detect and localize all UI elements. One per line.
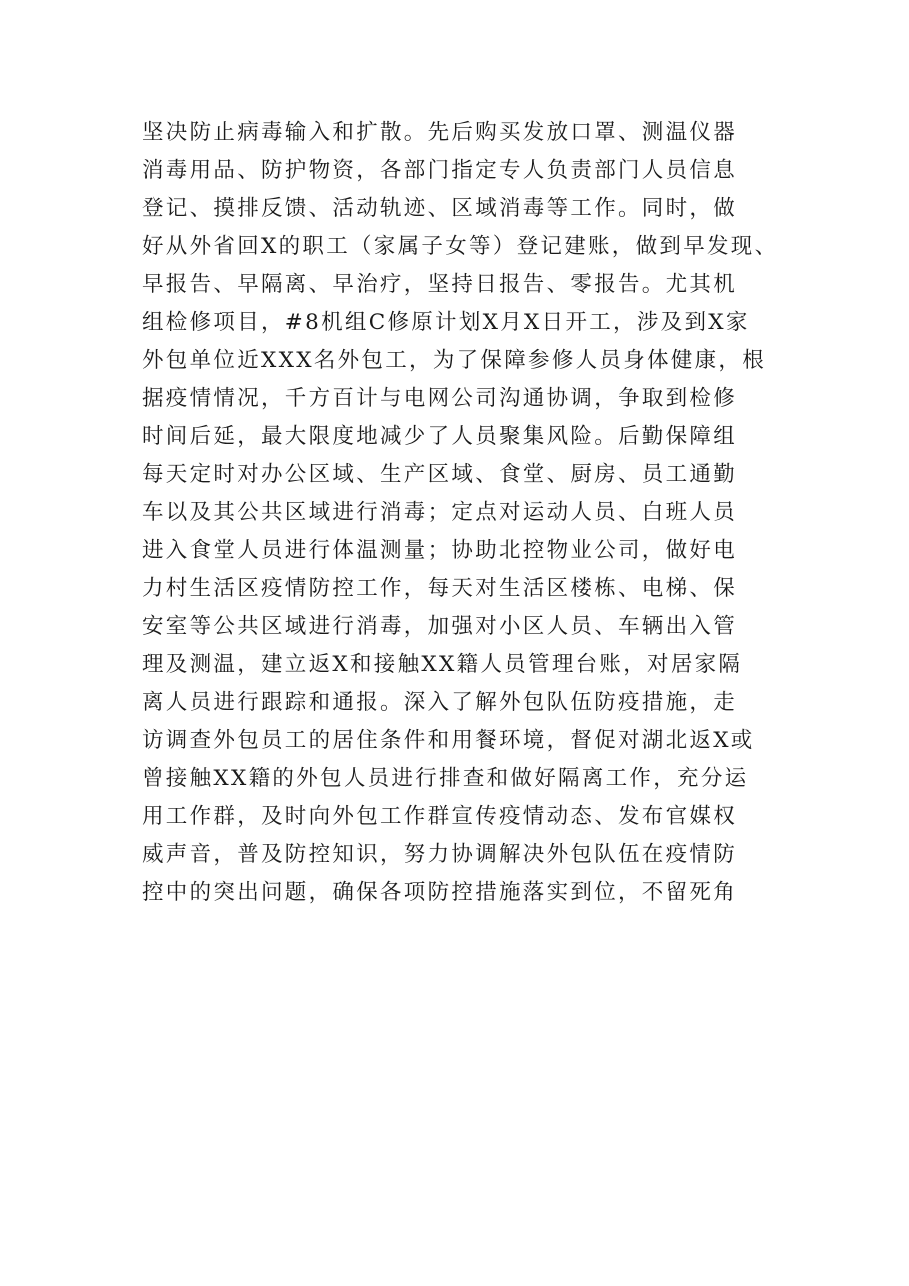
text-line-9: 时间后延，最大限度地减少了人员聚集风险。后勤保障组 [142,424,738,449]
text-line-8: 据疫情情况，千方百计与电网公司沟通协调，争取到检修 [142,386,738,411]
text-line-14: 安室等公共区域进行消毒，加强对小区人员、车辆出入管 [142,614,738,639]
text-line-7: 外包单位近XXX名外包工，为了保障参修人员身体健康，根 [142,348,767,373]
text-line-4: 好从外省回X的职工（家属子女等）登记建账，做到早发现、 [142,234,779,259]
text-line-16: 离人员进行跟踪和通报。深入了解外包队伍防疫措施，走 [142,690,738,715]
text-line-2: 消毒用品、防护物资，各部门指定专人负责部门人员信息 [142,158,738,183]
text-line-12: 进入食堂人员进行体温测量；协助北控物业公司，做好电 [142,538,738,563]
text-line-10: 每天定时对办公区域、生产区域、食堂、厨房、员工通勤 [142,462,738,487]
text-line-20: 威声音，普及防控知识，努力协调解决外包队伍在疫情防 [142,842,738,867]
text-line-1: 坚决防止病毒输入和扩散。先后购买发放口罩、测温仪器 [142,120,738,145]
text-line-3: 登记、摸排反馈、活动轨迹、区域消毒等工作。同时，做 [142,196,738,221]
text-line-15: 理及测温，建立返X和接触XX籍人员管理台账，对居家隔 [142,652,743,677]
text-line-6: 组检修项目，#8机组C修原计划X月X日开工，涉及到X家 [142,310,750,335]
text-line-17: 访调查外包员工的居住条件和用餐环境，督促对湖北返X或 [142,728,755,753]
text-line-13: 力村生活区疫情防控工作，每天对生活区楼栋、电梯、保 [142,576,738,601]
text-line-11: 车以及其公共区域进行消毒；定点对运动人员、白班人员 [142,500,738,525]
text-line-5: 早报告、早隔离、早治疗，坚持日报告、零报告。尤其机 [142,272,738,297]
text-line-21: 控中的突出问题，确保各项防控措施落实到位，不留死角 [142,880,738,905]
text-line-19: 用工作群，及时向外包工作群宣传疫情动态、发布官媒权 [142,804,738,829]
text-line-18: 曾接触XX籍的外包人员进行排查和做好隔离工作，充分运 [142,766,749,791]
